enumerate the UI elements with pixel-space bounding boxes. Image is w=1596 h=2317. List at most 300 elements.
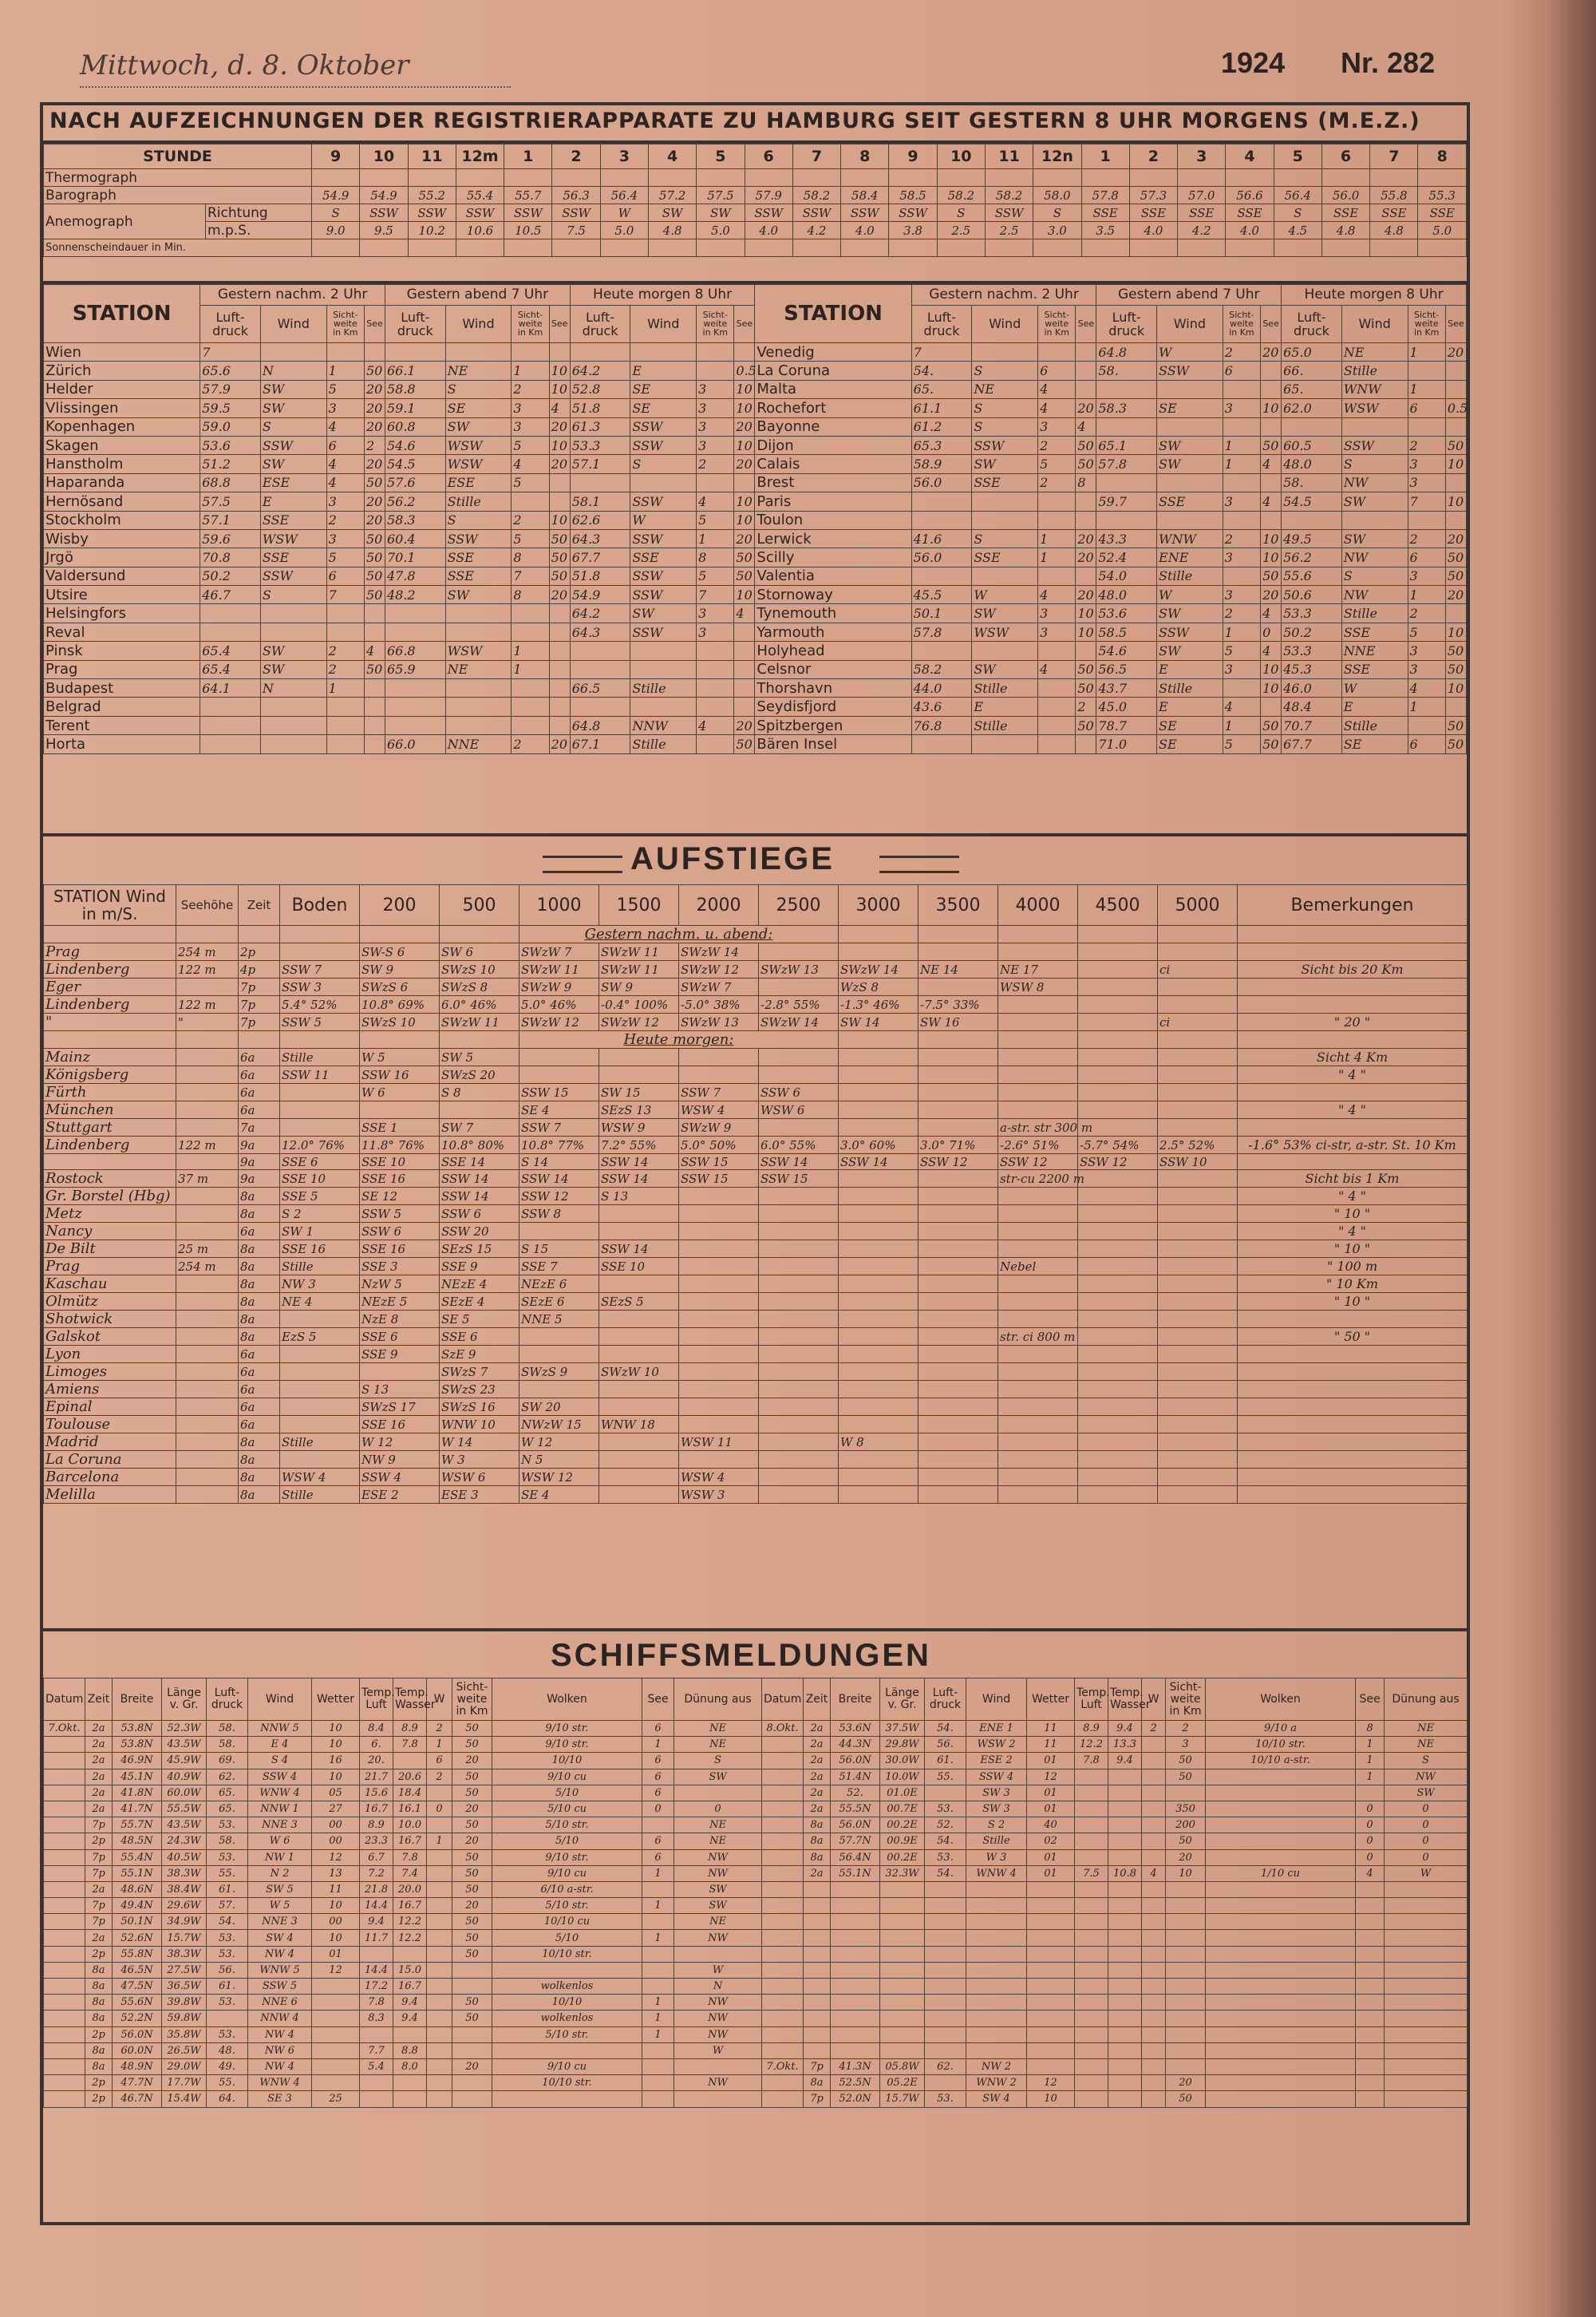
station-value bbox=[445, 343, 512, 362]
station-value: 10 bbox=[1445, 492, 1466, 511]
station-value: SW bbox=[260, 642, 326, 660]
aufstieg-value bbox=[280, 1363, 360, 1381]
station-value: 56.0 bbox=[911, 473, 972, 492]
ship-value bbox=[44, 2075, 85, 2091]
ship-value: 2a bbox=[85, 1721, 113, 1737]
ship-value: 02 bbox=[1027, 1833, 1075, 1849]
station-value bbox=[972, 567, 1038, 585]
station-name: Prag bbox=[44, 1258, 176, 1275]
station-value: 3 bbox=[1223, 399, 1260, 417]
station-value bbox=[445, 698, 512, 716]
station-value: 3 bbox=[1408, 473, 1445, 492]
ship-value bbox=[762, 1849, 804, 1865]
ship-value bbox=[642, 1962, 674, 1978]
ship-value: 7.8 bbox=[1075, 1753, 1108, 1769]
aufstieg-value bbox=[679, 1293, 759, 1311]
aufstieg-value: SSW 7 bbox=[679, 1084, 759, 1101]
aufstieg-value: -5.7° 54% bbox=[1078, 1137, 1158, 1154]
ship-value: SSW 4 bbox=[966, 1769, 1027, 1785]
ship-column-header: Temp. Luft bbox=[360, 1678, 393, 1721]
ship-column-header: Breite bbox=[831, 1678, 880, 1721]
ship-value bbox=[804, 2042, 831, 2058]
aufstieg-value: SSW 6 bbox=[440, 1205, 519, 1223]
station-value: 54.5 bbox=[385, 455, 445, 473]
aufstieg-value: 37 m bbox=[176, 1170, 239, 1188]
ship-value bbox=[1027, 1914, 1075, 1930]
ship-value: 4 bbox=[1356, 1865, 1385, 1881]
aufstieg-value bbox=[176, 1066, 239, 1084]
ship-value: 55.5N bbox=[831, 1801, 880, 1817]
aufstieg-value bbox=[918, 1101, 998, 1119]
ship-value bbox=[1075, 1995, 1108, 2011]
station-value: 4 bbox=[734, 604, 755, 623]
station-row bbox=[44, 417, 1467, 436]
station-value: 10 bbox=[734, 586, 755, 604]
station-name: La Coruna bbox=[44, 1451, 176, 1469]
aufstieg-value: SSW 3 bbox=[280, 979, 360, 996]
station-value: 58.9 bbox=[911, 455, 972, 473]
station-value: 71.0 bbox=[1096, 735, 1157, 753]
ship-value bbox=[1206, 1914, 1356, 1930]
ship-value bbox=[880, 2011, 925, 2026]
ship-column-header: Wind bbox=[248, 1678, 312, 1721]
ship-value bbox=[1075, 2075, 1108, 2091]
aufstieg-row bbox=[44, 1486, 1468, 1504]
speed-cell: 4.2 bbox=[1178, 222, 1226, 239]
station-value: SE bbox=[1157, 716, 1223, 734]
ship-value: 12.2 bbox=[393, 1930, 427, 1946]
ship-value: 8a bbox=[85, 1995, 113, 2011]
aufstieg-value bbox=[839, 1101, 918, 1119]
aufstieg-value: SWzW 14 bbox=[839, 961, 918, 979]
station-value: 62.0 bbox=[1282, 399, 1342, 417]
aufstieg-value: SSW 4 bbox=[360, 1469, 440, 1486]
ship-value bbox=[880, 2042, 925, 2058]
ship-value bbox=[1206, 2058, 1356, 2074]
ship-column-header: Sicht-weite in Km bbox=[1166, 1678, 1206, 1721]
hour-cell: 3 bbox=[600, 144, 648, 169]
ship-value bbox=[1142, 1801, 1166, 1817]
barograph-cell: 56.6 bbox=[1226, 187, 1274, 204]
ship-row bbox=[44, 1785, 762, 1801]
speed-cell: 4.8 bbox=[648, 222, 696, 239]
aufstieg-value bbox=[599, 1346, 679, 1363]
aufstieg-value: 8a bbox=[239, 1293, 280, 1311]
station-value: 51.2 bbox=[200, 455, 261, 473]
station-value: 6 bbox=[1408, 399, 1445, 417]
station-value: 6 bbox=[1223, 362, 1260, 380]
station-value bbox=[1038, 642, 1076, 660]
ship-value bbox=[762, 2091, 804, 2107]
aufstieg-value: 122 m bbox=[176, 1137, 239, 1154]
station-value bbox=[326, 735, 364, 753]
ship-row bbox=[762, 1979, 1468, 1995]
station-name: Pinsk bbox=[44, 642, 200, 660]
aufstieg-value: SW 5 bbox=[440, 1049, 519, 1066]
ship-value: 20 bbox=[452, 2058, 492, 2074]
sunshine-cell bbox=[1321, 239, 1369, 257]
aufstieg-value bbox=[759, 1433, 839, 1451]
hour-cell: 11 bbox=[408, 144, 456, 169]
ship-value bbox=[1108, 2091, 1142, 2107]
remark: -1.6° 53% ci-str, a-str. St. 10 Km bbox=[1238, 1137, 1468, 1154]
station-value: 48.4 bbox=[1282, 698, 1342, 716]
ship-value bbox=[452, 1979, 492, 1995]
thermograph-cell bbox=[552, 169, 600, 187]
station-value bbox=[630, 698, 697, 716]
ship-value bbox=[44, 2026, 85, 2042]
ship-value: 65. bbox=[207, 1785, 248, 1801]
station-value: 64.3 bbox=[570, 623, 630, 641]
aufstieg-value: NEzE 4 bbox=[440, 1275, 519, 1293]
aufstieg-value: 11.8° 76% bbox=[360, 1137, 440, 1154]
aufstieg-value bbox=[998, 1275, 1078, 1293]
station-value: SSW bbox=[630, 623, 697, 641]
ship-value bbox=[1027, 1881, 1075, 1897]
ship-value: 8.9 bbox=[1075, 1721, 1108, 1737]
station-name: Lerwick bbox=[755, 529, 911, 548]
ship-value bbox=[1166, 1995, 1206, 2011]
station-value: 5 bbox=[1408, 623, 1445, 641]
ship-value: 2a bbox=[85, 1930, 113, 1946]
aufstieg-value bbox=[839, 1381, 918, 1398]
speed-cell: 10.5 bbox=[504, 222, 552, 239]
aufstieg-row bbox=[44, 1014, 1468, 1031]
ship-value: 15.0 bbox=[393, 1962, 427, 1978]
station-value bbox=[512, 623, 549, 641]
ship-value bbox=[642, 2058, 674, 2074]
thermograph-cell bbox=[360, 169, 408, 187]
direction-cell: S bbox=[312, 204, 360, 222]
station-value: 66.1 bbox=[385, 362, 445, 380]
ship-value: 50.1N bbox=[113, 1914, 162, 1930]
station-row bbox=[44, 698, 1467, 716]
station-value: SW bbox=[1157, 436, 1223, 454]
station-value: 51.8 bbox=[570, 399, 630, 417]
hour-cell: 2 bbox=[552, 144, 600, 169]
ship-value bbox=[966, 1898, 1027, 1914]
aufstieg-value bbox=[1158, 1275, 1238, 1293]
ship-value bbox=[925, 1785, 966, 1801]
station-value: 50 bbox=[1445, 548, 1466, 567]
ship-value bbox=[1206, 2075, 1356, 2091]
ship-value: 01 bbox=[1027, 1865, 1075, 1881]
speed-cell: 9.0 bbox=[312, 222, 360, 239]
barograph-cell: 55.8 bbox=[1370, 187, 1418, 204]
ship-value: 20. bbox=[360, 1753, 393, 1769]
ship-value bbox=[427, 1946, 452, 1962]
station-value bbox=[911, 511, 972, 529]
ship-value: 8 bbox=[1356, 1721, 1385, 1737]
barograph-cell: 57.8 bbox=[1081, 187, 1129, 204]
ship-value: 8a bbox=[804, 1849, 831, 1865]
ship-value: 13 bbox=[312, 1865, 360, 1881]
ship-value: 30.0W bbox=[880, 1753, 925, 1769]
ship-value: 1 bbox=[642, 1865, 674, 1881]
aufstieg-value: SW 16 bbox=[918, 1014, 998, 1031]
ship-value: 2p bbox=[85, 2026, 113, 2042]
ship-value bbox=[452, 1962, 492, 1978]
ship-value bbox=[966, 1995, 1027, 2011]
station-value: SE bbox=[630, 380, 697, 398]
station-name: Shotwick bbox=[44, 1311, 176, 1328]
aufstieg-value: SSW 14 bbox=[440, 1188, 519, 1205]
ship-value: 11 bbox=[1027, 1721, 1075, 1737]
aufstieg-value bbox=[679, 1398, 759, 1416]
ship-value: 3 bbox=[1166, 1737, 1206, 1753]
ship-value bbox=[831, 1962, 880, 1978]
station-value: 10 bbox=[734, 399, 755, 417]
ship-value: SW 4 bbox=[248, 1930, 312, 1946]
aufstieg-row bbox=[44, 1101, 1468, 1119]
station-value: 4 bbox=[326, 417, 364, 436]
remark: " 10 " bbox=[1238, 1293, 1468, 1311]
station-value: SSW bbox=[1157, 362, 1223, 380]
aufstieg-value bbox=[176, 1049, 239, 1066]
station-name: Helsingfors bbox=[44, 604, 200, 623]
station-value: 2 bbox=[1408, 436, 1445, 454]
ship-value: 55. bbox=[207, 2075, 248, 2091]
ship-value bbox=[642, 1817, 674, 1833]
blank bbox=[839, 926, 918, 943]
station-value: SW bbox=[1157, 642, 1223, 660]
ship-column-header: Sicht-weite in Km bbox=[452, 1678, 492, 1721]
aufstieg-row bbox=[44, 1275, 1468, 1293]
remark: " 4 " bbox=[1238, 1101, 1468, 1119]
station-value bbox=[1076, 343, 1096, 362]
aufstieg-value bbox=[1158, 1101, 1238, 1119]
station-name: Madrid bbox=[44, 1433, 176, 1451]
speed-cell: 5.0 bbox=[697, 222, 745, 239]
station-row bbox=[44, 586, 1467, 604]
aufstieg-value bbox=[679, 1311, 759, 1328]
aufstieg-value bbox=[839, 1469, 918, 1486]
aufstieg-value bbox=[998, 1240, 1078, 1258]
station-value: 64.8 bbox=[570, 716, 630, 734]
ship-column-header: Wetter bbox=[1027, 1678, 1075, 1721]
station-value: 20 bbox=[549, 586, 570, 604]
station-value: 50 bbox=[1261, 436, 1282, 454]
ship-value: 10/10 str. bbox=[492, 2075, 642, 2091]
blank bbox=[360, 1031, 440, 1049]
remark: " 50 " bbox=[1238, 1328, 1468, 1346]
station-value: 20 bbox=[364, 417, 385, 436]
aufstieg-value bbox=[280, 943, 360, 961]
ship-value: 7p bbox=[85, 1865, 113, 1881]
thermograph-cell bbox=[889, 169, 937, 187]
aufstieg-value bbox=[1078, 1328, 1158, 1346]
aufstieg-value: SWzW 7 bbox=[679, 979, 759, 996]
ship-value bbox=[804, 1930, 831, 1946]
station-value: SW bbox=[972, 455, 1038, 473]
ship-value: 9/10 str. bbox=[492, 1737, 642, 1753]
aufstieg-value: SSE 3 bbox=[360, 1258, 440, 1275]
ship-value bbox=[427, 1979, 452, 1995]
ship-value: 16 bbox=[312, 1753, 360, 1769]
aufstieg-row bbox=[44, 1328, 1468, 1346]
aufstieg-value bbox=[176, 1119, 239, 1137]
station-value: SW bbox=[260, 455, 326, 473]
aufstieg-value: SSW 5 bbox=[360, 1205, 440, 1223]
ship-value bbox=[1075, 1769, 1108, 1785]
station-name: Thorshavn bbox=[755, 679, 911, 698]
aufstieg-value bbox=[998, 996, 1078, 1014]
ship-value bbox=[44, 1737, 85, 1753]
station-value: 1 bbox=[1408, 343, 1445, 362]
ship-column-header: See bbox=[1356, 1678, 1385, 1721]
blank bbox=[1158, 1031, 1238, 1049]
station-name: Malta bbox=[755, 380, 911, 398]
ship-reports-left bbox=[43, 1678, 762, 2108]
ship-value: NNW 5 bbox=[248, 1721, 312, 1737]
ship-value bbox=[831, 1979, 880, 1995]
aufstieg-row bbox=[44, 1223, 1468, 1240]
hour-cell: 5 bbox=[1274, 144, 1321, 169]
aufstieg-value bbox=[679, 1275, 759, 1293]
station-value: 50 bbox=[734, 567, 755, 585]
station-value bbox=[630, 660, 697, 678]
speed-cell: 3.5 bbox=[1081, 222, 1129, 239]
station-value: 20 bbox=[734, 417, 755, 436]
ship-value bbox=[312, 2075, 360, 2091]
speed-cell: 4.0 bbox=[1129, 222, 1177, 239]
aufstieg-value bbox=[918, 1205, 998, 1223]
station-value bbox=[200, 623, 261, 641]
station-value: 4 bbox=[1261, 642, 1282, 660]
ship-value: 50 bbox=[452, 1946, 492, 1962]
ship-value bbox=[1142, 2011, 1166, 2026]
aufstieg-value bbox=[918, 1119, 998, 1137]
ship-value bbox=[1108, 1833, 1142, 1849]
hour-cell: 9 bbox=[889, 144, 937, 169]
remark bbox=[1238, 996, 1468, 1014]
aufstieg-value: ci bbox=[1158, 961, 1238, 979]
aufstieg-value: SWzW 11 bbox=[599, 961, 679, 979]
ship-value: 6 bbox=[427, 1753, 452, 1769]
aufstieg-value bbox=[280, 1119, 360, 1137]
station-value: 3 bbox=[1038, 623, 1076, 641]
station-value: 20 bbox=[364, 492, 385, 511]
group-label: Heute morgen 8 Uhr bbox=[1282, 285, 1467, 306]
ship-value: SW 5 bbox=[248, 1881, 312, 1897]
ship-value bbox=[312, 2026, 360, 2042]
station-row bbox=[44, 399, 1467, 417]
ship-value: WNW 2 bbox=[966, 2075, 1027, 2091]
handwritten-date: Mittwoch, d. 8. Oktober bbox=[80, 49, 409, 81]
ship-value: NE bbox=[674, 1817, 762, 1833]
station-value: 20 bbox=[1076, 399, 1096, 417]
ship-value: 10/10 bbox=[492, 1995, 642, 2011]
station-value bbox=[1341, 417, 1408, 436]
direction-cell: SSE bbox=[1418, 204, 1467, 222]
sunshine-cell bbox=[1081, 239, 1129, 257]
station-value: 7 bbox=[911, 343, 972, 362]
ship-value: 2a bbox=[804, 1865, 831, 1881]
aufstieg-value bbox=[839, 1170, 918, 1188]
ship-row bbox=[44, 1995, 762, 2011]
sunshine-cell bbox=[360, 239, 408, 257]
station-value bbox=[1038, 567, 1076, 585]
station-value bbox=[260, 735, 326, 753]
aufstieg-value bbox=[599, 1223, 679, 1240]
aufstieg-value bbox=[280, 1398, 360, 1416]
ship-value: 16.7 bbox=[393, 1979, 427, 1995]
ship-value: 16.7 bbox=[393, 1898, 427, 1914]
station-value: 53.6 bbox=[1096, 604, 1157, 623]
station-value bbox=[385, 679, 445, 698]
station-value bbox=[1282, 417, 1342, 436]
aufstieg-value: ESE 2 bbox=[360, 1486, 440, 1504]
ship-value bbox=[1108, 2075, 1142, 2091]
aufstieg-value bbox=[839, 1049, 918, 1066]
ship-value: 5/10 bbox=[492, 1930, 642, 1946]
station-value: 6 bbox=[326, 436, 364, 454]
ship-value: 6 bbox=[642, 1833, 674, 1849]
station-value: 20 bbox=[549, 455, 570, 473]
barograph-row bbox=[44, 187, 1467, 204]
group-label: Gestern abend 7 Uhr bbox=[1096, 285, 1282, 306]
ship-value: 48.9N bbox=[113, 2058, 162, 2074]
direction-cell: SSE bbox=[1178, 204, 1226, 222]
ship-value bbox=[1108, 2042, 1142, 2058]
ship-value bbox=[1385, 2011, 1468, 2026]
station-row bbox=[44, 567, 1467, 585]
aufstieg-value bbox=[759, 1486, 839, 1504]
ship-value: 1 bbox=[642, 1995, 674, 2011]
aufstieg-value: W 5 bbox=[360, 1049, 440, 1066]
ship-value bbox=[831, 2042, 880, 2058]
station-value bbox=[697, 343, 734, 362]
aufstieg-value: SSE 10 bbox=[599, 1258, 679, 1275]
ship-value: 12 bbox=[312, 1849, 360, 1865]
barograph-label: Barograph bbox=[44, 187, 312, 204]
ship-value: 38.3W bbox=[162, 1865, 207, 1881]
barograph-cell: 57.3 bbox=[1129, 187, 1177, 204]
ship-value: 14.4 bbox=[360, 1898, 393, 1914]
aufstieg-value bbox=[1078, 1188, 1158, 1205]
ship-row bbox=[762, 1881, 1468, 1897]
blank bbox=[44, 1031, 176, 1049]
ship-value bbox=[925, 1946, 966, 1962]
station-value bbox=[1445, 362, 1466, 380]
ship-value: 01 bbox=[1027, 1849, 1075, 1865]
remark bbox=[1238, 1363, 1468, 1381]
ship-value: 50 bbox=[452, 1881, 492, 1897]
ship-value: 00.9E bbox=[880, 1833, 925, 1849]
aufstieg-value: WNW 18 bbox=[599, 1416, 679, 1433]
station-value: 1 bbox=[1223, 623, 1260, 641]
barograph-cell: 55.2 bbox=[408, 187, 456, 204]
ship-value: 10.0 bbox=[393, 1817, 427, 1833]
station-value: 4 bbox=[1038, 660, 1076, 678]
ship-value: 1/10 cu bbox=[1206, 1865, 1356, 1881]
ship-value: 35.8W bbox=[162, 2026, 207, 2042]
aufstieg-value: SW 1 bbox=[280, 1223, 360, 1240]
ship-value: 50 bbox=[452, 1930, 492, 1946]
aufstieg-value bbox=[759, 1328, 839, 1346]
station-value: 41.6 bbox=[911, 529, 972, 548]
station-value: SSW bbox=[630, 417, 697, 436]
station-row bbox=[44, 436, 1467, 454]
ship-row bbox=[762, 2011, 1468, 2026]
ship-value: 00 bbox=[312, 1817, 360, 1833]
ship-value bbox=[804, 2011, 831, 2026]
remark: Sicht 4 Km bbox=[1238, 1049, 1468, 1066]
aufstieg-value bbox=[998, 1469, 1078, 1486]
ship-value: 47.5N bbox=[113, 1979, 162, 1995]
subhead: Luft-druck bbox=[385, 305, 445, 342]
aufstieg-value: WSW 4 bbox=[679, 1469, 759, 1486]
